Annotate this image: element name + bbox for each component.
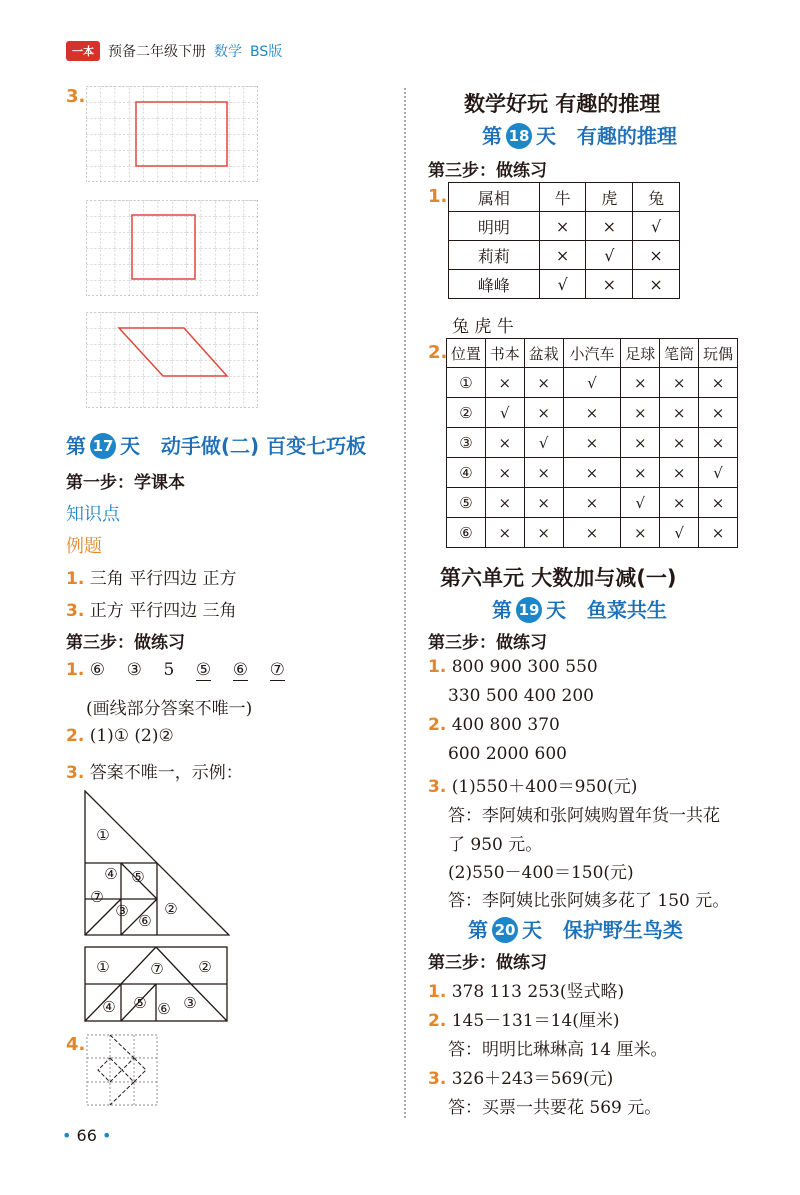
grid-square [86,200,258,296]
page-number: • 66 • [62,1126,112,1145]
step-1-heading: 第一步：学课本 [66,473,185,493]
question-2-number: 2. [428,342,448,363]
position-table: 位置 书本 盆栽 小汽车 足球 笔筒 玩偶 ① × × √ × × × ② √ × × × × × ③ × √ × × × × ④ × × × × × √ ⑤ × × × √ × × ⑥ × × × × √ × [446,338,738,548]
question-1-number: 1. [428,186,448,207]
day-20-title: 第 20 天 保护野生鸟类 [468,918,683,942]
page-header [66,40,282,62]
practice-4-number: 4. [66,1034,86,1055]
section-title: 数学好玩 有趣的推理 [464,92,661,116]
column-divider [404,88,406,1118]
answer-v2-line1: 2. 145－131＝14(厘米) [428,1011,620,1031]
answer-u3-line4: (2)550－400＝150(元) [448,863,634,883]
tangram-triangle [84,790,230,936]
answer-u2-line2: 600 2000 600 [448,744,567,764]
day-badge: 20 [492,917,518,943]
answer-u1-line2: 330 500 400 200 [448,686,595,706]
piece-label: ③ [115,902,129,920]
answer-u3-line2: 答：李阿姨和张阿姨购置年货一共花 [448,806,720,826]
piece-label: ⑦ [150,960,164,978]
grid-parallelogram [86,312,258,408]
step-3-heading: 第三步：做练习 [428,633,547,653]
answer-u1-line1: 1. 800 900 300 550 [428,657,598,677]
day-badge: 19 [516,597,542,623]
tangram-rectangle [84,946,228,1022]
step-3-heading: 第三步：做练习 [428,953,547,973]
answer-u3-line5: 答：李阿姨比张阿姨多花了 150 元。 [448,891,730,911]
answer-v3-line2: 答：买票一共要花 569 元。 [448,1098,662,1118]
answer-v1: 1. 378 113 253(竖式略) [428,982,625,1002]
grid-dashed-figure [86,1034,158,1106]
book-title: 预备二年级下册 [108,44,206,60]
answer-u2-line1: 2. 400 800 370 [428,715,560,735]
piece-label: ① [96,826,110,844]
answer-v3-line1: 3. 326＋243＝569(元) [428,1069,614,1089]
practice-3: 3. 答案不唯一，示例： [66,763,243,783]
answer-u3-line3: 了 950 元。 [448,835,543,855]
day-badge: 17 [90,433,116,459]
knowledge-heading: 知识点 [66,504,120,525]
practice-1: 1. ⑥ ③ 5 ⑤ ⑥ ⑦ [66,660,285,680]
piece-label: ⑥ [157,1000,171,1018]
piece-label: ② [164,900,178,918]
piece-label: ③ [183,994,197,1012]
piece-label: ① [96,958,110,976]
day-18-title: 第 18 天 有趣的推理 [482,124,677,148]
piece-label: ② [198,958,212,976]
answer-u3-line1: 3. (1)550＋400＝950(元) [428,777,638,797]
piece-label: ⑦ [90,888,104,906]
question-number: 3. [66,86,86,107]
brand-logo: 一本 [66,41,100,61]
answer-v2-line2: 答：明明比琳琳高 14 厘米。 [448,1040,668,1060]
piece-label: ⑥ [138,912,152,930]
piece-label: ④ [104,865,118,883]
step-3-heading: 第三步：做练习 [428,161,547,181]
practice-2: 2. (1)① (2)② [66,726,174,746]
zodiac-table: 属相 牛 虎 兔 明明 × × √ 莉莉 × √ × 峰峰 √ × × [448,182,680,299]
edition-label: BS版 [250,44,283,60]
piece-label: ④ [102,998,116,1016]
subject-label: 数学 [214,44,242,60]
example-1: 1. 三角 平行四边 正方 [66,569,237,589]
question-1-answer: 兔 虎 牛 [452,317,514,337]
grid-rectangle [86,86,258,182]
piece-label: ⑤ [133,994,147,1012]
example-3: 3. 正方 平行四边 三角 [66,601,237,621]
day-badge: 18 [506,123,532,149]
day-19-title: 第 19 天 鱼菜共生 [492,598,667,622]
practice-1-note: (画线部分答案不唯一) [86,699,253,719]
day-17-title: 第 17 天 动手做(二) 百变七巧板 [66,434,367,458]
example-heading: 例题 [66,536,102,557]
piece-label: ⑤ [131,868,145,886]
step-3-heading: 第三步：做练习 [66,633,185,653]
unit-title: 第六单元 大数加与减(一) [440,566,677,590]
